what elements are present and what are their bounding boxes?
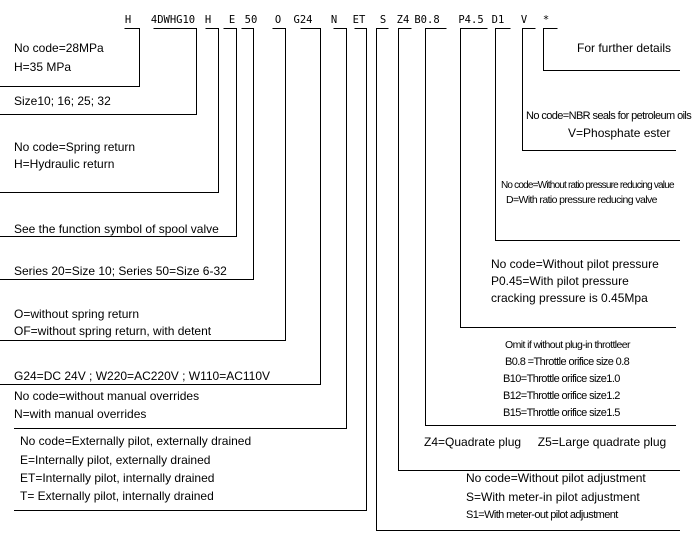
adjust-text-2: S=With meter-in pilot adjustment <box>466 490 640 504</box>
voltage-text: G24=DC 24V ; W220=AC220V ; W110=AC110V <box>14 369 271 383</box>
code-o: O <box>274 14 282 26</box>
ratio-text-2: D=With ratio pressure reducing valve <box>506 194 657 206</box>
adjust-text-3: S1=With meter-out pilot adjustment <box>466 509 618 521</box>
pilot-pressure-text-1: No code=Without pilot pressure <box>491 257 659 271</box>
manual-text-2: N=with manual overrides <box>14 407 147 421</box>
pressure-text-1: No code=28MPa <box>14 41 104 55</box>
throttle-text-2: B0.8 =Throttle orifice size 0.8 <box>505 356 630 368</box>
throttle-text-3: B10=Throttle orifice size1.0 <box>503 373 620 385</box>
size-text: Size10; 16; 25; 32 <box>14 94 111 108</box>
code-n: N <box>330 14 338 26</box>
code-et: ET <box>352 14 366 26</box>
code-g24: G24 <box>293 14 313 26</box>
code-p45: P4.5 <box>458 14 484 26</box>
code-h: H <box>124 14 132 26</box>
spring-text-1: O=without spring return <box>14 307 140 321</box>
throttle-text-4: B12=Throttle orifice size1.2 <box>503 390 620 402</box>
pilot-drain-text-3: ET=Internally pilot, internally drained <box>20 471 215 485</box>
code-e: E <box>228 14 236 26</box>
return-text-2: H=Hydraulic return <box>14 157 115 171</box>
spring-text-2: OF=without spring return, with detent <box>14 324 212 338</box>
throttle-text-5: B15=Throttle orifice size1.5 <box>503 407 620 419</box>
plug-text: Z4=Quadrate plug Z5=Large quadrate plug <box>424 435 667 449</box>
line-spring <box>0 29 286 341</box>
code-s: S <box>379 14 387 26</box>
code-v: V <box>520 14 528 26</box>
code-b08: B0.8 <box>414 14 440 26</box>
details-text: For further details <box>577 41 672 55</box>
series-text: Series 20=Size 10; Series 50=Size 6-32 <box>14 264 227 278</box>
throttle-text-1: Omit if without plug-in throttleer <box>505 339 630 351</box>
spool-text: See the function symbol of spool valve <box>14 222 219 236</box>
ratio-text-1: No code=Without ratio pressure reducing value <box>501 180 674 191</box>
code-star: * <box>542 14 550 26</box>
line-h-pressure <box>0 29 140 87</box>
code-50: 50 <box>244 14 258 26</box>
manual-text-1: No code=without manual overrides <box>14 389 200 403</box>
code-d1: D1 <box>491 14 505 26</box>
return-text-1: No code=Spring return <box>14 140 136 154</box>
seals-text-1: No code=NBR seals for petroleum oils <box>526 110 692 122</box>
code-4dwhg10: 4DWHG10 <box>150 14 196 26</box>
code-z4: Z4 <box>396 14 410 26</box>
seals-text-2: V=Phosphate ester <box>568 126 671 140</box>
pilot-drain-text-1: No code=Externally pilot, externally drained <box>20 434 252 448</box>
pilot-pressure-text-2: P0.45=With pilot pressure <box>491 274 629 288</box>
pilot-pressure-text-3: cracking pressure is 0.45Mpa <box>491 291 648 305</box>
adjust-text-1: No code=Without pilot adjustment <box>466 471 646 485</box>
pilot-drain-text-2: E=Internally pilot, externally drained <box>20 453 211 467</box>
pilot-drain-text-4: T= Externally pilot, internally drained <box>20 489 214 503</box>
line-plug <box>399 29 681 471</box>
code-h-return: H <box>204 14 212 26</box>
pressure-text-2: H=35 MPa <box>14 60 72 74</box>
